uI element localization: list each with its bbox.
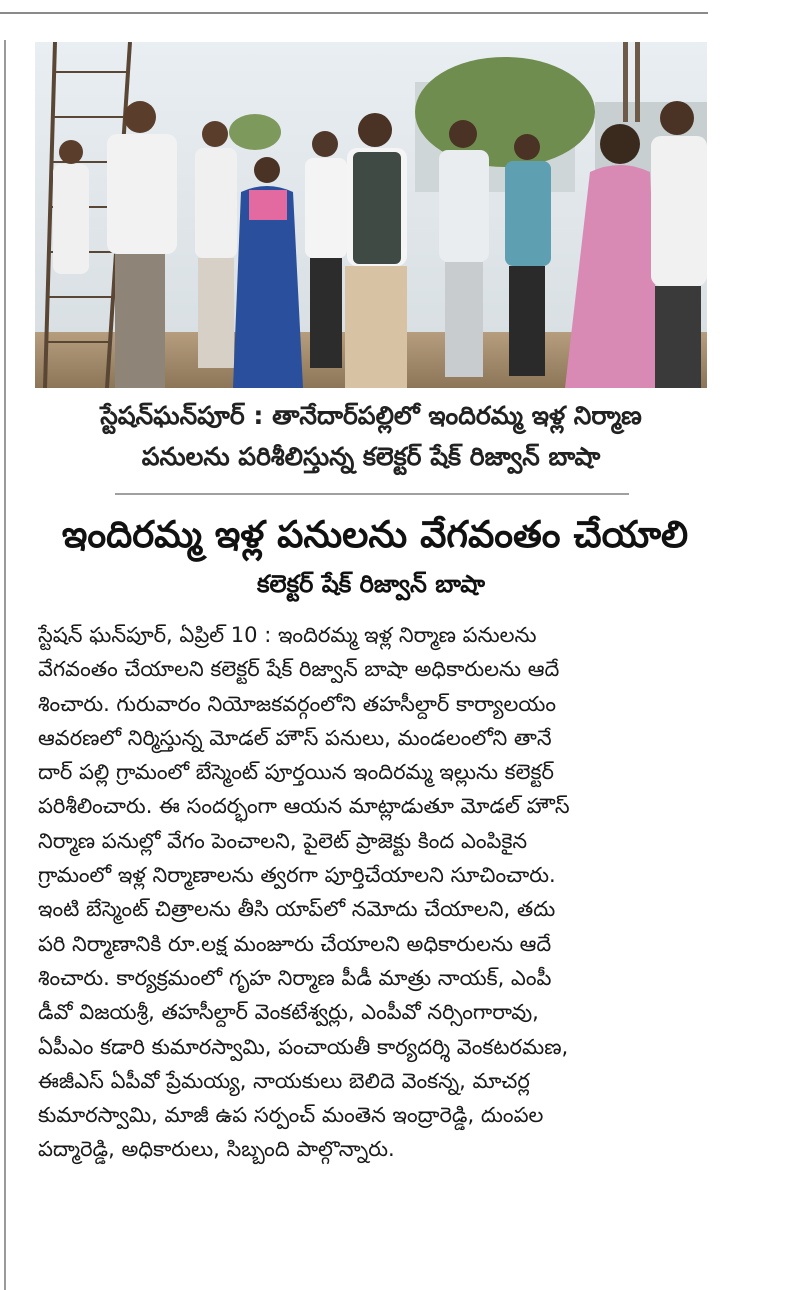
subheadline: కలెక్టర్ షేక్ రిజ్వాన్ బాషా [257, 570, 485, 598]
column-rule [4, 40, 6, 1290]
article-line: డీవో విజయశ్రీ, తహసీల్దార్ వెంకటేశ్వర్లు, ఎంపీవో నర్సింగారావు, [38, 1000, 539, 1025]
article-line: ఆవరణలో నిర్మిస్తున్న మోడల్ హౌస్ పనులు, మండలంలోని తానే [38, 725, 552, 750]
article-line: పరి నిర్మాణానికి రూ.లక్ష మంజూరు చేయాలని అధికారులను ఆదే [38, 931, 552, 956]
article-line: గ్రామంలో ఇళ్ల నిర్మాణాలను త్వరగా పూర్తిచేయాలని సూచించారు. [38, 863, 556, 888]
article-line: స్టేషన్ ఘన్‌పూర్, ఏప్రిల్ 10 : ఇందిరమ్మ ఇళ్ల నిర్మాణ పనులను [38, 623, 537, 647]
article-line: శించారు. గురువారం నియోజకవర్గంలోని తహసీల్దార్ కార్యాలయం [38, 691, 557, 716]
article-body [38, 618, 706, 1167]
top-rule [0, 12, 708, 14]
article-line: వేగవంతం చేయాలని కలెక్టర్ షేక్ రిజ్వాన్ బాషా అధికారులను ఆదే [38, 657, 560, 682]
article-line: దార్ పల్లి గ్రామంలో బేస్మెంట్ పూర్తయిన ఇందిరమ్మ ఇల్లును కలెక్టర్ [38, 760, 554, 785]
article-line: పద్మారెడ్డి, అధికారులు, సిబ్బంది పాల్గొన్నారు. [38, 1137, 395, 1162]
article-line: ఇంటి బేస్మెంట్ చిత్రాలను తీసి యాప్‌లో నమోదు చేయాలని, తదు [38, 897, 556, 922]
article-line: ఏపీఎం కడారి కుమారస్వామి, పంచాయతీ కార్యదర్శి వెంకటరమణ, [38, 1034, 569, 1059]
article-line: నిర్మాణ పనుల్లో వేగం పెంచాలని, పైలెట్ ప్రాజెక్టు కింద ఎంపికైన [38, 828, 528, 853]
article-line: ఈజీఎస్ ఏపీవో ప్రేమయ్య, నాయకులు బెలిదె వెంకన్న, మాచర్ల [38, 1068, 530, 1093]
headline: ఇందిరమ్మ ఇళ్ల పనులను వేగవంతం చేయాలి [61, 513, 689, 556]
article-line: కుమారస్వామి, మాజీ ఉప సర్పంచ్ మంతెన ఇంద్రారెడ్డి, దుంపల [38, 1103, 544, 1128]
article-line: పరిశీలించారు. ఈ సందర్భంగా ఆయన మాట్లాడుతూ మోడల్ హౌస్ [38, 794, 570, 819]
caption-separator [115, 493, 629, 495]
caption-line: పనులను పరిశీలిస్తున్న కలెక్టర్ షేక్ రిజ్వాన్ బాషా [141, 442, 601, 471]
photo-caption [35, 395, 707, 477]
caption-line: స్టేషన్‌ఘన్‌పూర్ : తానేదార్‌పల్లిలో ఇందిరమ్మ ఇళ్ల నిర్మాణ [100, 401, 642, 430]
news-photo [35, 42, 707, 388]
article-line: శించారు. కార్యక్రమంలో గృహ నిర్మాణ పీడీ మాత్రు నాయక్, ఎంపీ [38, 965, 552, 990]
